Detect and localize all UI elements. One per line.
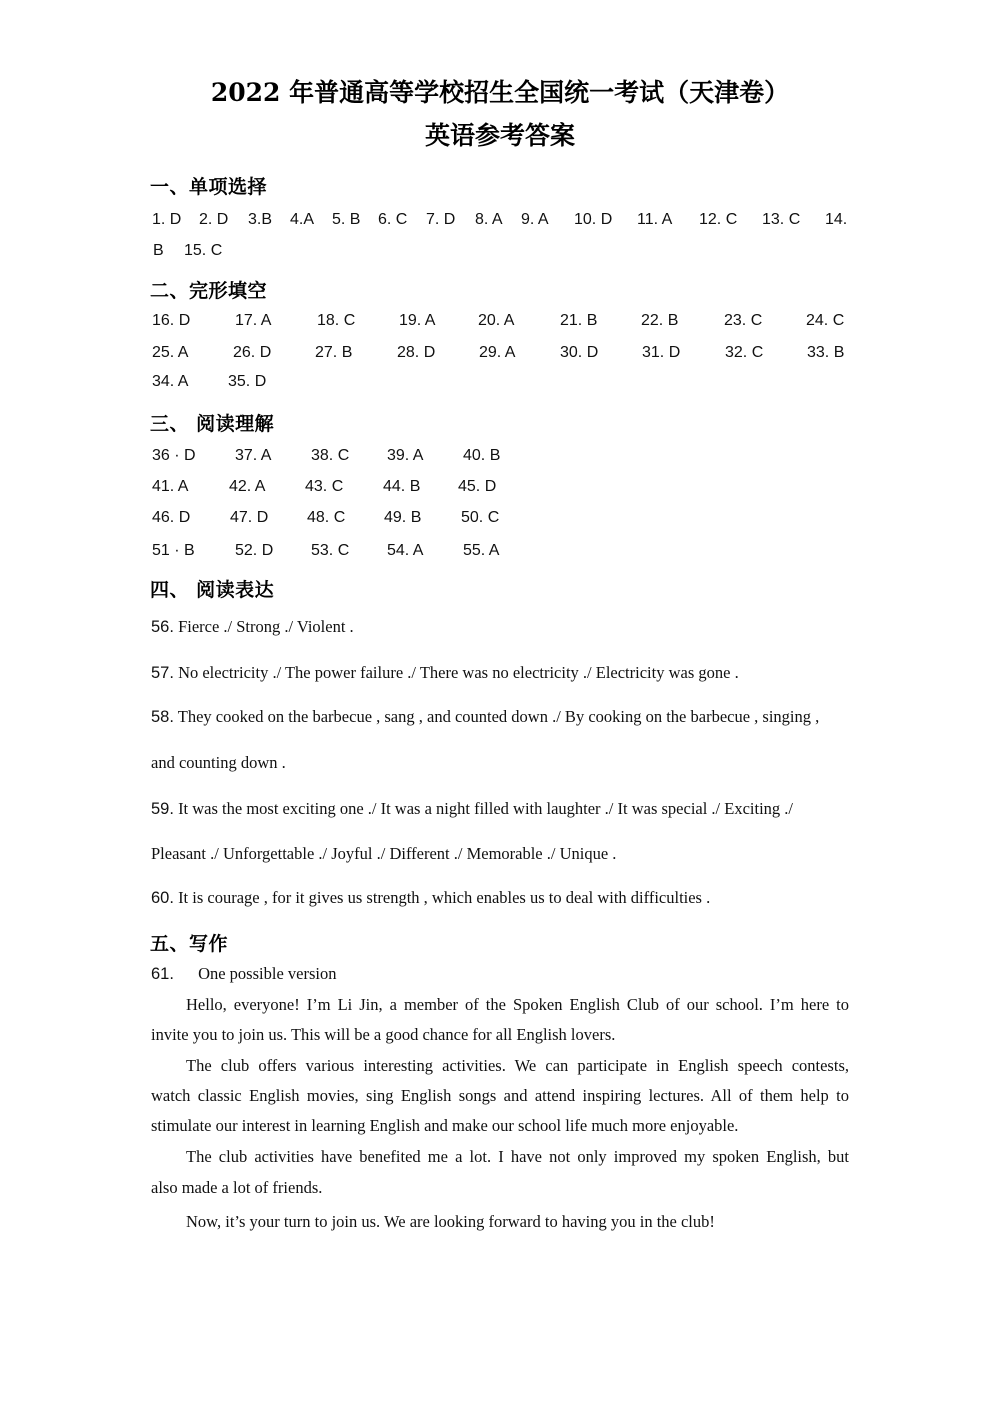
answer-item: 47. D [230, 509, 269, 526]
answer-59-cont: Pleasant ./ Unforgettable ./ Joyful ./ Different ./ Memorable ./ Unique . [151, 844, 617, 863]
answer-item: 16. D [152, 312, 191, 329]
page-title: 2022 年普通高等学校招生全国统一考试（天津卷） [210, 78, 790, 107]
answer-item: 35. D [228, 373, 267, 390]
answer-item: 53. C [311, 542, 350, 559]
answer-item: 46. D [152, 509, 191, 526]
answer-item: 12. C [699, 211, 738, 228]
question-number: 57. [151, 664, 174, 682]
answer-item: 28. D [397, 344, 436, 361]
answer-text: It was the most exciting one ./ It was a night filled with laughter ./ It was special ./ Exciting ./ [178, 799, 794, 818]
essay-line: Hello, everyone! I’m Li Jin, a member of the Spoken English Club of our school. I’m here to [186, 995, 849, 1014]
answer-item: 29. A [479, 344, 516, 361]
answer-item: 14. [825, 211, 848, 228]
answer-item: 15. C [184, 242, 223, 259]
answer-item: 33. B [807, 344, 845, 361]
answer-item: 19. A [399, 312, 436, 329]
answer-item: 1. D [152, 211, 182, 228]
answer-item: B [153, 242, 164, 259]
answer-item: 44. B [383, 478, 421, 495]
answer-item: 13. C [762, 211, 801, 228]
question-number: 58. [151, 708, 174, 726]
question-number: 61. [151, 965, 174, 983]
answer-item: 4.A [290, 211, 315, 228]
answer-text: Fierce ./ Strong ./ Violent . [178, 617, 354, 636]
answer-item: 49. B [384, 509, 422, 526]
answer-58 [151, 707, 851, 727]
answer-item: 42. A [229, 478, 266, 495]
answer-item: 30. D [560, 344, 599, 361]
answer-item: 45. D [458, 478, 497, 495]
page-subtitle: 英语参考答案 [424, 121, 575, 150]
answer-item: 41. A [152, 478, 189, 495]
answer-item: 8. A [475, 211, 503, 228]
essay-line: The club activities have benefited me a lot. I have not only improved my spoken English, but [186, 1147, 849, 1166]
answer-item: 27. B [315, 344, 353, 361]
answer-text: It is courage , for it gives us strength , which enables us to deal with difficulties . [178, 888, 711, 907]
answer-item: 9. A [521, 211, 549, 228]
essay-line: invite you to join us. This will be a good chance for all English lovers. [151, 1025, 616, 1044]
answer-item: 2. D [199, 211, 229, 228]
answer-item: 39. A [387, 447, 424, 464]
answer-item: 32. C [725, 344, 764, 361]
answer-58-cont: and counting down . [151, 753, 286, 772]
answer-item: 11. A [637, 211, 673, 228]
question-number: 60. [151, 889, 174, 907]
answer-59 [151, 799, 851, 819]
answer-item: 36 · D [152, 447, 196, 464]
answer-item: 7. D [426, 211, 456, 228]
answer-item: 40. B [463, 447, 501, 464]
answer-item: 5. B [332, 211, 361, 228]
answer-text: They cooked on the barbecue , sang , and counted down ./ By cooking on the barbecue , singing , [177, 707, 820, 726]
answer-text: No electricity ./ The power failure ./ There was no electricity ./ Electricity was gone . [178, 663, 739, 682]
answer-item: 22. B [641, 312, 679, 329]
answer-57 [151, 663, 851, 683]
answer-item: 18. C [317, 312, 356, 329]
answer-item: 23. C [724, 312, 763, 329]
answer-item: 10. D [574, 211, 613, 228]
answer-item: 38. C [311, 447, 350, 464]
answer-item: 55. A [463, 542, 500, 559]
section-heading-cloze: 二、完形填空 [150, 280, 268, 302]
answer-item: 37. A [235, 447, 272, 464]
section-heading-writing: 五、写作 [150, 933, 229, 955]
answer-60 [151, 888, 851, 908]
answer-item: 43. C [305, 478, 344, 495]
question-number: 59. [151, 800, 174, 818]
answer-item: 17. A [235, 312, 272, 329]
essay-line: also made a lot of friends. [151, 1178, 323, 1197]
answer-item: 20. A [478, 312, 515, 329]
answer-item: 48. C [307, 509, 346, 526]
section-heading-reading: 三、 阅读理解 [150, 413, 275, 435]
answer-item: 26. D [233, 344, 272, 361]
answer-61-label [151, 964, 851, 984]
essay-line: The club offers various interesting activities. We can participate in English speech contests, [186, 1056, 849, 1075]
answer-item: 52. D [235, 542, 274, 559]
answer-item: 6. C [378, 211, 408, 228]
answer-item: 25. A [152, 344, 189, 361]
essay-line: stimulate our interest in learning English and make our school life much more enjoyable. [151, 1116, 739, 1135]
answer-item: 54. A [387, 542, 424, 559]
section-heading-single-choice: 一、单项选择 [150, 176, 268, 198]
answer-item: 24. C [806, 312, 845, 329]
answer-item: 31. D [642, 344, 681, 361]
answer-item: 3.B [248, 211, 273, 228]
answer-item: 34. A [152, 373, 189, 390]
question-number: 56. [151, 618, 174, 636]
answer-item: 21. B [560, 312, 598, 329]
essay-line: watch classic English movies, sing English songs and attend inspiring lectures. All of them help to [151, 1086, 849, 1105]
answer-56 [151, 617, 851, 637]
essay-line: Now, it’s your turn to join us. We are looking forward to having you in the club! [186, 1212, 715, 1231]
answer-item: 50. C [461, 509, 500, 526]
answer-item: 51 · B [152, 542, 195, 559]
version-label: One possible version [198, 964, 337, 983]
section-heading-reading-expression: 四、 阅读表达 [150, 579, 275, 601]
